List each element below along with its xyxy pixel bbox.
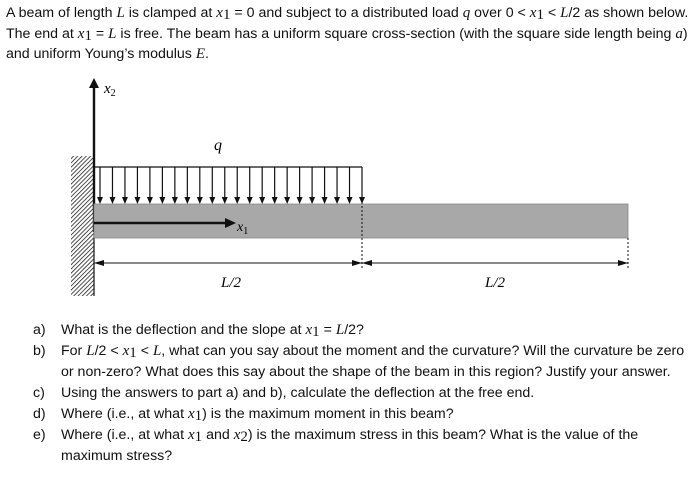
load-arrow-head <box>322 197 328 204</box>
question-text: and <box>202 427 234 443</box>
question-text: Where (i.e., at what <box>61 406 188 422</box>
load-arrow-head <box>347 197 353 204</box>
question-text: Using the answers to part a) and b), calculate the deflection at the free end. <box>61 385 535 401</box>
problem-statement <box>6 3 696 65</box>
math-symbol: x <box>305 322 313 338</box>
load-arrow-head <box>259 197 265 204</box>
question-text: /2? <box>344 322 364 338</box>
intro-text: = <box>91 25 109 42</box>
question-text: For <box>61 343 87 359</box>
math-subscript: 1 <box>194 429 203 445</box>
dim-arrow-right <box>618 260 628 266</box>
math-x1: x <box>216 5 223 21</box>
question-text: , what can you say about the moment and the curvature? Will the curvature be zero or non-zero? What does this say about the shape of the beam in this region? Justify your answer. <box>61 343 685 380</box>
load-label-q: q <box>214 137 222 154</box>
math-symbol: L <box>335 322 345 338</box>
load-arrow-head <box>222 197 228 204</box>
load-arrow-head <box>122 197 128 204</box>
dimension-right-label: L/2 <box>484 275 506 291</box>
question-label: a) <box>33 322 46 338</box>
load-arrow-head <box>272 197 278 204</box>
math-subscript: 1 <box>84 27 92 44</box>
question-text: = <box>319 322 336 338</box>
question-item <box>33 404 699 425</box>
question-text: ) is the maximum moment in this beam? <box>202 406 454 422</box>
math-q: q <box>462 5 471 21</box>
load-arrow-head <box>197 197 203 204</box>
math-symbol: x <box>122 343 130 359</box>
load-arrow-head <box>284 197 290 204</box>
intro-text: is free. The beam has a uniform square cross-section (with the square side length being <box>116 25 676 42</box>
question-text: < <box>136 343 153 359</box>
question-label: e) <box>33 427 46 443</box>
dim-arrow-mid-left <box>352 260 362 266</box>
x1-axis-label: $x_1$ <box>237 220 249 237</box>
math-symbol: x <box>187 427 195 443</box>
load-arrow-head <box>234 197 240 204</box>
math-symbol: L <box>152 343 162 359</box>
intro-text: ) and uniform Young’s modulus <box>6 25 688 62</box>
load-arrow-head <box>247 197 253 204</box>
load-arrow-head <box>159 197 165 204</box>
math-symbol: L <box>86 343 95 359</box>
math-subscript: 1 <box>222 7 231 23</box>
question-text: What is the deflection and the slope at <box>61 322 306 338</box>
intro-text: is clamped at <box>124 5 217 21</box>
load-arrow-head <box>184 197 190 204</box>
question-item <box>33 425 699 467</box>
math-L: L <box>116 5 125 21</box>
intro-text: over 0 < <box>470 5 530 21</box>
math-subscript: 1 <box>536 7 544 23</box>
dimension-left-label: L/2 <box>220 275 242 291</box>
intro-text: < <box>543 5 561 21</box>
load-arrow-head <box>297 197 303 204</box>
distributed-load-arrows <box>97 167 365 204</box>
math-L: L <box>108 25 117 42</box>
dim-arrow-left <box>94 260 104 266</box>
x2-arrowhead <box>89 78 99 88</box>
question-text: ) is the maximum stress in this beam? What is the value of the maximum stress? <box>61 427 639 464</box>
math-subscript: 2 <box>240 429 248 445</box>
load-arrow-head <box>97 197 103 204</box>
dim-arrow-mid-right <box>362 260 372 266</box>
beam-diagram <box>0 70 700 310</box>
math-E: E <box>195 46 205 62</box>
math-x1: x <box>529 5 537 21</box>
load-arrow-head <box>134 197 140 204</box>
question-label: b) <box>33 343 46 359</box>
math-x1: x <box>77 25 85 42</box>
load-arrow-head <box>209 197 215 204</box>
intro-text: /2 as shown below. The end at <box>6 5 689 42</box>
load-arrow-head <box>147 197 153 204</box>
load-arrow-head <box>334 197 340 204</box>
math-subscript: 1 <box>194 408 203 424</box>
math-symbol: x <box>233 427 241 443</box>
load-arrow-head <box>109 197 115 204</box>
intro-text: = 0 and subject to a distributed load <box>230 5 463 21</box>
intro-text: A beam of length <box>6 5 117 21</box>
question-label: d) <box>33 406 46 422</box>
load-arrow-head <box>172 197 178 204</box>
intro-text: . <box>205 46 209 62</box>
question-item <box>33 383 699 404</box>
beam <box>94 204 628 238</box>
math-subscript: 1 <box>129 345 137 361</box>
load-arrow-head <box>309 197 315 204</box>
math-symbol: x <box>187 406 195 422</box>
math-a: a <box>675 25 683 42</box>
question-text: /2 < <box>94 343 123 359</box>
question-text: Where (i.e., at what <box>61 427 188 443</box>
question-item <box>33 341 699 383</box>
x2-axis-label: $x_2$ <box>104 81 116 99</box>
question-list <box>33 320 699 467</box>
question-label: c) <box>33 385 45 401</box>
math-subscript: 1 <box>312 324 320 340</box>
math-L: L <box>560 5 569 21</box>
clamped-wall <box>71 156 94 296</box>
question-item <box>33 320 699 341</box>
